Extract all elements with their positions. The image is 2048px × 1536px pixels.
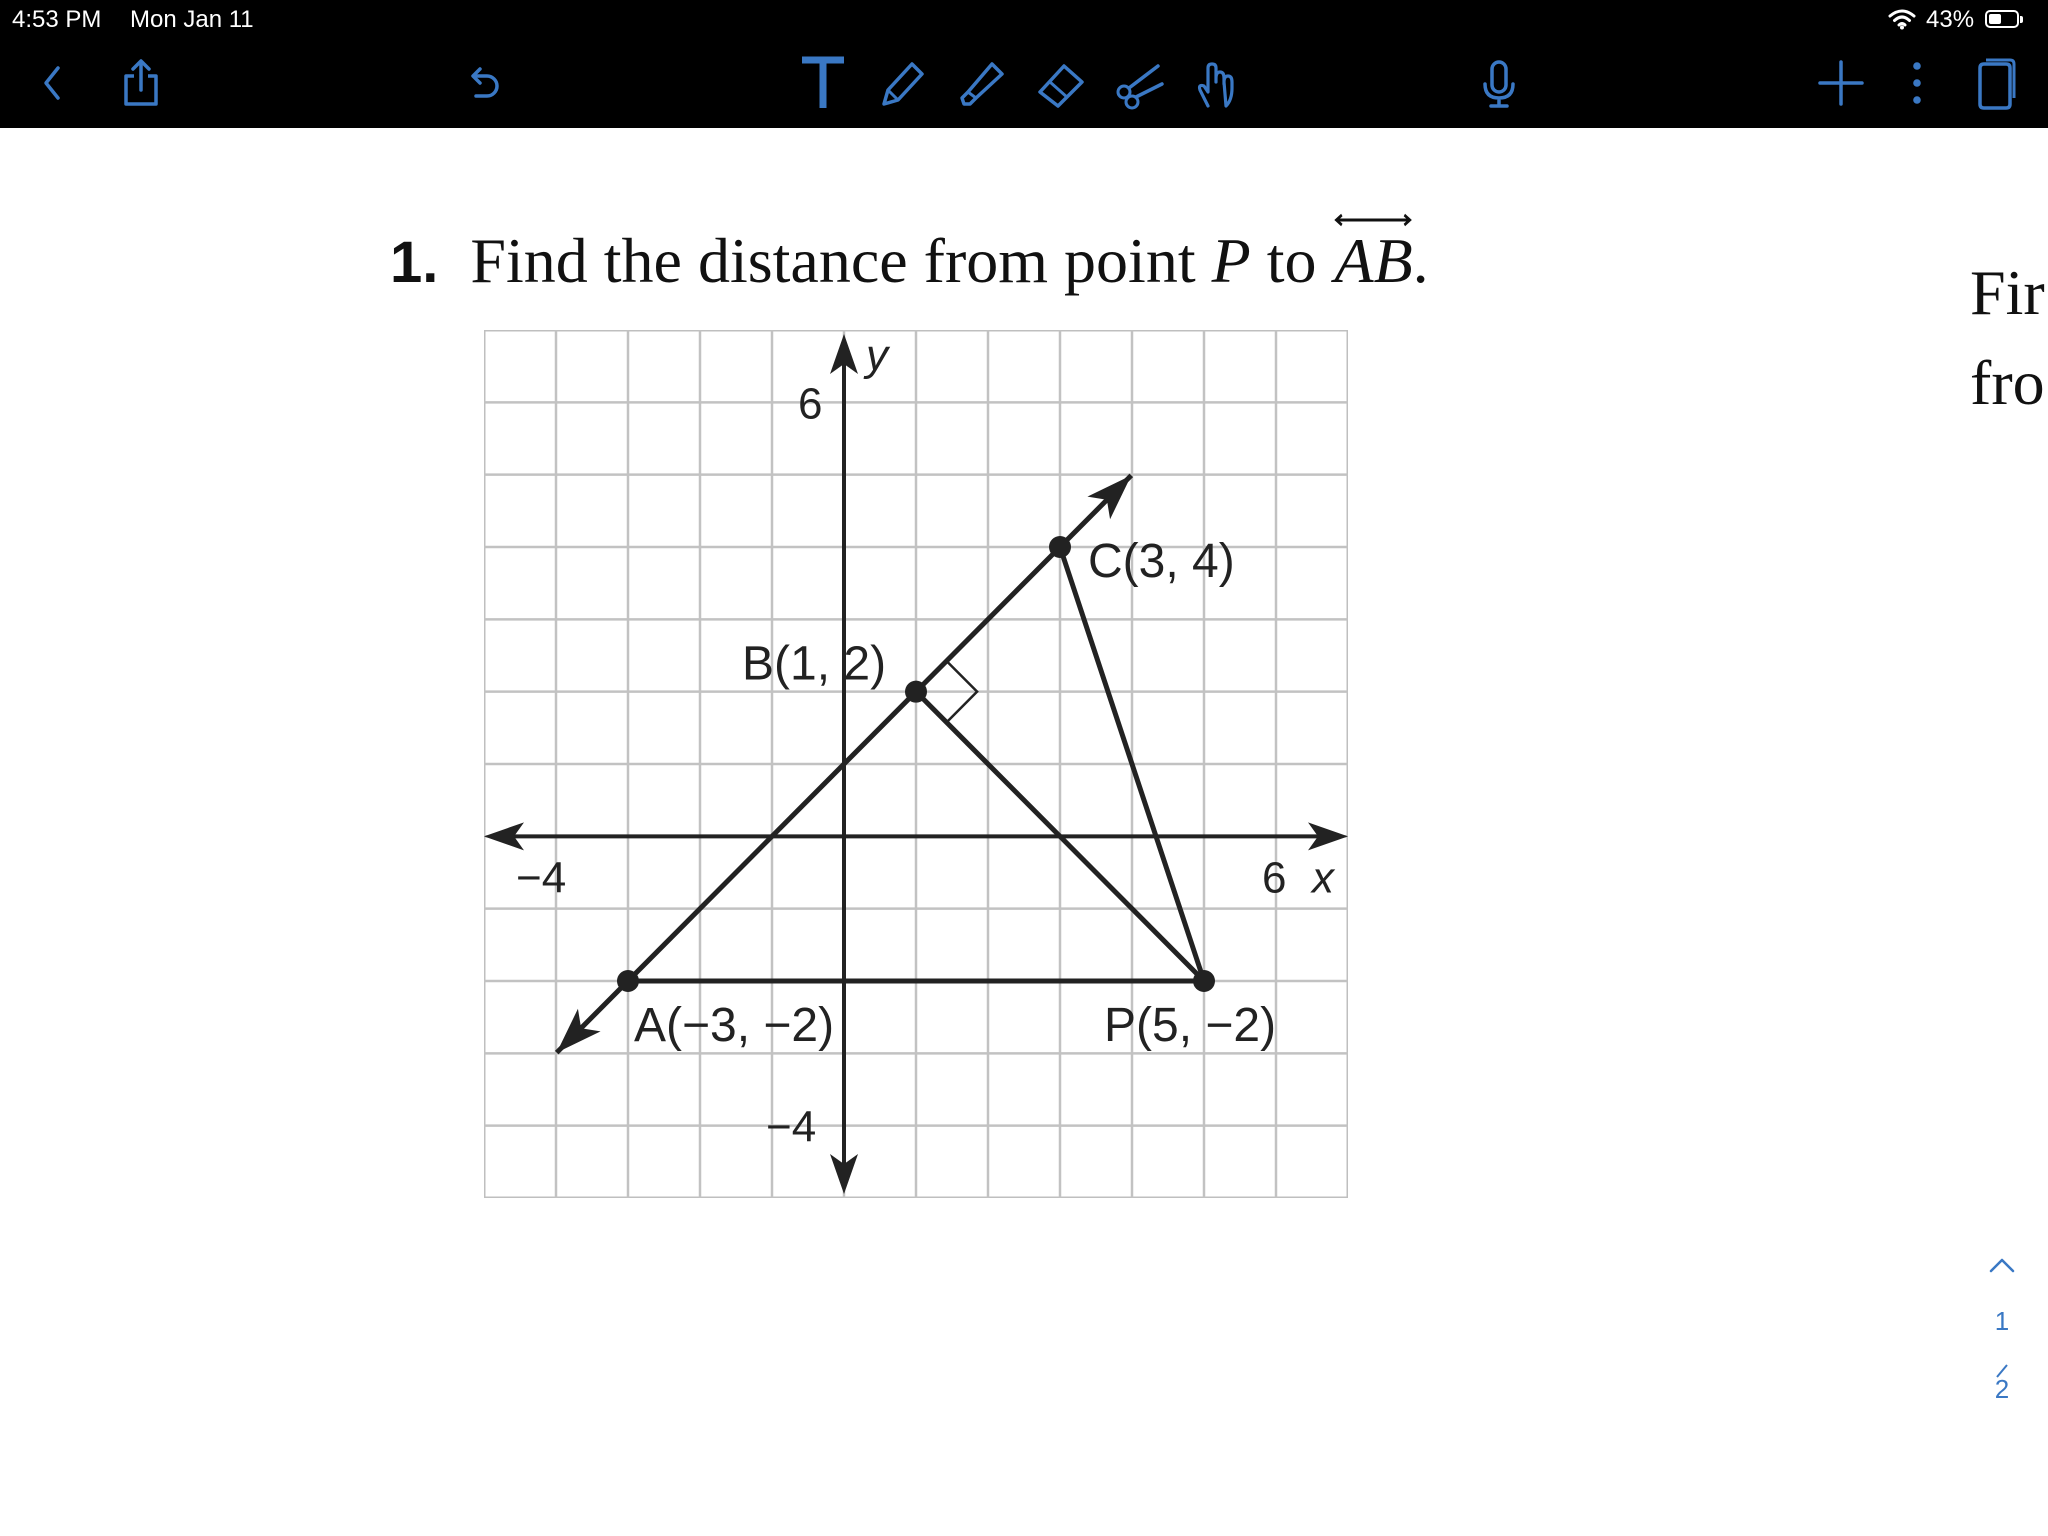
hand-icon[interactable] xyxy=(1188,54,1246,112)
page-total: 2 xyxy=(1994,1374,2010,1404)
y-tick-neg4: −4 xyxy=(766,1102,817,1152)
battery-icon xyxy=(1985,10,2019,28)
x-tick-6: 6 xyxy=(1262,853,1287,903)
page-navigator xyxy=(1982,1250,2022,1536)
eraser-icon[interactable] xyxy=(1032,54,1090,112)
pen-icon[interactable] xyxy=(874,54,932,112)
x-axis-label: x xyxy=(1312,853,1334,903)
problem-number: 1. xyxy=(390,230,439,295)
problem-period: . xyxy=(1412,225,1429,296)
point-p-label: P(5, −2) xyxy=(1104,999,1277,1052)
y-tick-6: 6 xyxy=(798,379,823,429)
page-current: 1 xyxy=(1994,1306,2010,1336)
page-separator xyxy=(1994,1356,2010,1374)
problem-statement xyxy=(390,224,1429,294)
point-a xyxy=(617,970,639,992)
point-a-label: A(−3, −2) xyxy=(634,999,835,1052)
toolbar xyxy=(0,38,2048,128)
undo-icon[interactable] xyxy=(454,54,512,112)
scissors-icon[interactable] xyxy=(1110,54,1168,112)
point-b xyxy=(905,681,927,703)
chevron-up-icon[interactable] xyxy=(1988,1250,2016,1268)
more-icon[interactable] xyxy=(1888,54,1946,112)
back-chevron-icon[interactable] xyxy=(24,54,82,112)
status-time: 4:53 PM xyxy=(12,6,102,33)
problem-text-to: to xyxy=(1266,225,1317,296)
point-c xyxy=(1049,536,1071,558)
point-b-label: B(1, 2) xyxy=(742,637,887,691)
highlighter-icon[interactable] xyxy=(952,54,1010,112)
y-axis-label: y xyxy=(866,331,888,380)
line-ab-symbol xyxy=(1334,224,1412,298)
coordinate-graph xyxy=(484,330,1348,1198)
point-c-label: C(3, 4) xyxy=(1088,535,1235,588)
problem-text: Find the distance from point xyxy=(470,225,1196,296)
status-date: Mon Jan 11 xyxy=(130,6,254,33)
point-p-name: P xyxy=(1211,225,1251,296)
plus-icon[interactable] xyxy=(1812,54,1870,112)
line-ab-name: AB xyxy=(1334,225,1413,296)
pages-icon[interactable] xyxy=(1966,54,2024,112)
next-page-text-line1: Fir xyxy=(1970,257,2045,328)
document-page[interactable] xyxy=(0,128,2048,1536)
wifi-icon xyxy=(1888,8,1916,30)
point-p xyxy=(1193,970,1215,992)
x-tick-neg4: −4 xyxy=(516,853,567,903)
share-icon[interactable] xyxy=(112,54,170,112)
status-bar xyxy=(0,0,2048,38)
next-page-text-line2: fro xyxy=(1970,347,2045,418)
text-tool-icon[interactable] xyxy=(794,54,852,112)
battery-percent: 43% xyxy=(1926,6,1975,33)
microphone-icon[interactable] xyxy=(1470,54,1528,112)
